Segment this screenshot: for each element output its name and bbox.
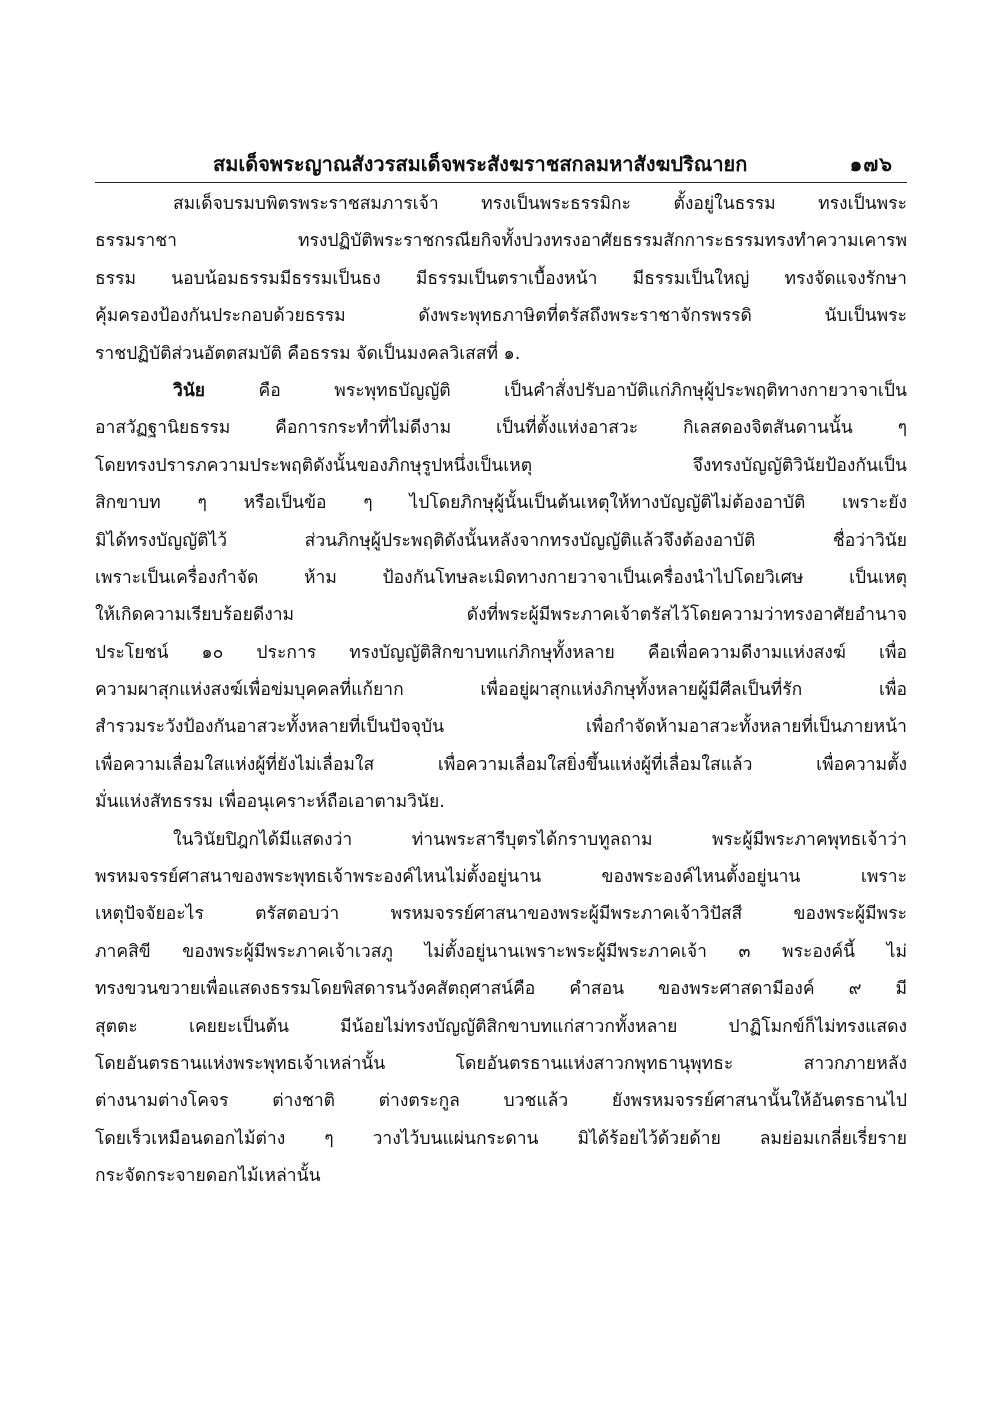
paragraph-3-line: ต่างนามต่างโคจร ต่างชาติ ต่างตระกูล บวชแล้ว ยังพรหมจรรย์ศาสนานั้นให้อันตรธานไป [95,1091,907,1112]
body-text [95,186,907,1196]
running-header [95,146,907,180]
paragraph-2-line: มั่นแห่งสัทธรรม เพื่ออนุเคราะห์ถือเอาตามวินัย. [95,792,445,813]
paragraph-3-line: พรหมจรรย์ศาสนาของพระพุทธเจ้าพระองค์ไหนไม่ตั้งอยู่นาน ของพระองค์ไหนตั้งอยู่นาน เพราะ [95,867,907,888]
paragraph-3-line: เหตุปัจจัยอะไร ตรัสตอบว่า พรหมจรรย์ศาสนาของพระผู้มีพระภาคเจ้าวิปัสสี ของพระผู้มีพระ [95,904,907,925]
paragraph-2-line: โดยทรงปรารภความประพฤติดังนั้นของภิกษุรูปหนึ่งเป็นเหตุ จึงทรงบัญญัติวินัยป้องกันเป็น [95,455,907,476]
paragraph-1-line: คุ้มครองป้องกันประกอบด้วยธรรม ดังพระพุทธภาษิตที่ตรัสถึงพระราชาจักรพรรดิ นับเป็นพระ [95,306,907,327]
paragraph-1-line: ราชปฏิบัติส่วนอัตตสมบัติ คือธรรม จัดเป็นมงคลวิเสสที่ ๑. [95,343,521,364]
paragraph-2-line: อาสวัฏฐานิยธรรม คือการกระทำที่ไม่ดีงาม เป็นที่ตั้งแห่งอาสวะ กิเลสดองจิตสันดานนั้น ๆ [95,418,907,439]
paragraph-2-line: เพราะเป็นเครื่องกำจัด ห้าม ป้องกันโทษละเมิดทางกายวาจาเป็นเครื่องนำไปโดยวิเศษ เป็นเหตุ [95,567,907,588]
paragraph-1-line: สมเด็จบรมบพิตรพระราชสมภารเจ้า ทรงเป็นพระธรรมิกะ ตั้งอยู่ในธรรม ทรงเป็นพระ [173,194,907,214]
paragraph-3-line: ในวินัยปิฎกได้มีแสดงว่า ท่านพระสารีบุตรได้กราบทูลถาม พระผู้มีพระภาคพุทธเจ้าว่า [173,829,907,850]
paragraph-2-line [95,373,907,410]
paragraph-2-line: เพื่อความเลื่อมใสแห่งผู้ที่ยังไม่เลื่อมใส เพื่อความเลื่อมใสยิ่งขึ้นแห่งผู้ที่เลื่อมใสแล้ว เพื่อความตั้ง [95,754,907,775]
paragraph-3-line: โดยเร็วเหมือนดอกไม้ต่าง ๆ วางไว้บนแผ่นกระดาน มิได้ร้อยไว้ด้วยด้าย ลมย่อมเกลี่ยเรี่ยราย [95,1128,907,1149]
paragraph-3-line: กระจัดกระจายดอกไม้เหล่านั้น [95,1166,321,1187]
paragraph-3-line: สุตตะ เคยยะเป็นต้น มีน้อยไม่ทรงบัญญัติสิกขาบทแก่สาวกทั้งหลาย ปาฏิโมกข์ก็ไม่ทรงแสดง [95,1016,907,1037]
header-title: สมเด็จพระญาณสังวรสมเด็จพระสังฆราชสกลมหาสังฆปริณายก [213,152,748,176]
paragraph-2-line: ประโยชน์ ๑๐ ประการ ทรงบัญญัติสิกขาบทแก่ภิกษุทั้งหลาย คือเพื่อความดีงามแห่งสงฆ์ เพื่อ [95,642,907,663]
header-divider [95,182,907,183]
paragraph-1-line: ธรรม นอบน้อมธรรมมีธรรมเป็นธง มีธรรมเป็นตราเบื้องหน้า มีธรรมเป็นใหญ่ ทรงจัดแจงรักษา [95,268,907,289]
paragraph-2-line: สำรวมระวังป้องกันอาสวะทั้งหลายที่เป็นปัจจุบัน เพื่อกำจัดห้ามอาสวะทั้งหลายที่เป็นภายหน้า [95,717,907,738]
paragraph-3-line: โดยอันตรธานแห่งพระพุทธเจ้าเหล่านั้น โดยอันตรธานแห่งสาวกพุทธานุพุทธะ สาวกภายหลัง [95,1053,907,1074]
page-number: ๑๗๖ [849,152,893,176]
term-vinaya: วินัย [173,380,206,401]
paragraph-3-line: ทรงขวนขวายเพื่อแสดงธรรมโดยพิสดารนวังคสัตถุศาสน์คือ คำสอน ของพระศาสดามีองค์ ๙ มี [95,979,907,1000]
paragraph-1-line: ธรรมราชา ทรงปฏิบัติพระราชกรณียกิจทั้งปวงทรงอาศัยธรรมสักการะธรรมทรงทำความเคารพ [95,231,907,252]
paragraph-2-line: สิกขาบท ๆ หรือเป็นข้อ ๆ ไปโดยภิกษุผู้นั้นเป็นต้นเหตุให้ทางบัญญัติไม่ต้องอาบัติ เพราะยัง [95,493,907,514]
paragraph-2-line: มิได้ทรงบัญญัติไว้ ส่วนภิกษุผู้ประพฤติดังนั้นหลังจากทรงบัญญัติแล้วจึงต้องอาบัติ ชื่อว่าวินัย [95,530,907,551]
paragraph-2-line: ความผาสุกแห่งสงฆ์เพื่อข่มบุคคลที่แก้ยาก เพื่ออยู่ผาสุกแห่งภิกษุทั้งหลายผู้มีศีลเป็นที่รัก เพื่อ [95,680,907,701]
paragraph-3-line: ภาคสิขี ของพระผู้มีพระภาคเจ้าเวสภู ไม่ตั้งอยู่นานเพราะพระผู้มีพระภาคเจ้า ๓ พระองค์นี้ ไม่ [95,941,907,962]
paragraph-2-line: ให้เกิดความเรียบร้อยดีงาม ดังที่พระผู้มีพระภาคเจ้าตรัสไว้โดยความว่าทรงอาศัยอำนาจ [95,605,907,626]
paragraph-2-line-text: คือ พระพุทธบัญญัติ เป็นคำสั่งปรับอาบัติแก่ภิกษุผู้ประพฤติทางกายวาจาเป็น [205,380,907,401]
